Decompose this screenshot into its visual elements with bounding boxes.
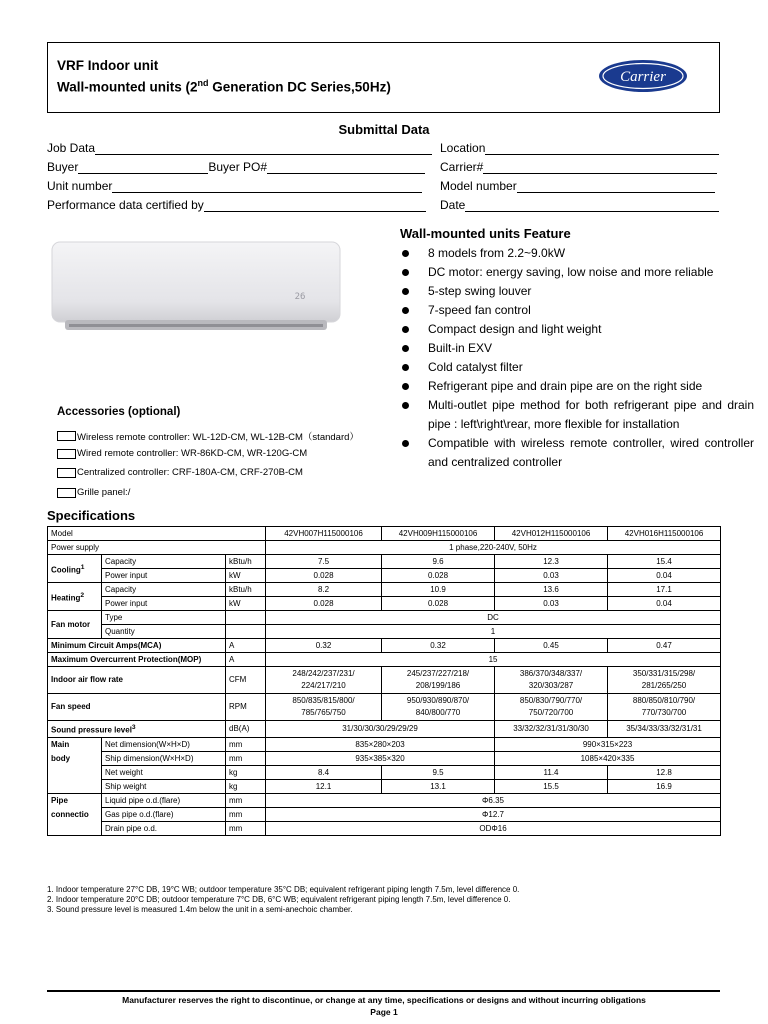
table-row [48, 721, 721, 738]
model-cell: 42VH009H115000106 [382, 527, 495, 541]
value-cell: Φ12.7 [266, 807, 721, 821]
unit-cell: kg [226, 779, 266, 793]
model-cell: 42VH016H115000106 [608, 527, 721, 541]
table-row [48, 653, 721, 667]
gas-pipe-label: Gas pipe o.d.(flare) [102, 807, 226, 821]
bullet-icon [402, 402, 409, 409]
table-row [48, 583, 721, 597]
table-row [48, 611, 721, 625]
buyer-po-line[interactable] [267, 161, 425, 174]
value-cell: 0.028 [382, 569, 495, 583]
value-cell: 8.4 [266, 765, 382, 779]
feature-item: Compact design and light weight [400, 320, 754, 339]
feature-item: 7-speed fan control [400, 301, 754, 320]
type-label: Type [102, 611, 226, 625]
value-cell: 33/32/32/31/31/30/30 [495, 721, 608, 738]
indoor-unit-image [51, 240, 341, 338]
ship-weight-label: Ship weight [102, 779, 226, 793]
accessory-item: Wired remote controller: WR-86KD-CM, WR-120G-CM [57, 448, 307, 459]
location-field [440, 139, 719, 155]
unit-cell: A [226, 653, 266, 667]
accessories-title: Accessories (optional) [57, 406, 181, 418]
bullet-icon [402, 383, 409, 390]
pipe-label: Pipe [48, 793, 102, 807]
value-cell: 12.1 [266, 779, 382, 793]
fan-motor-label: Fan motor [48, 611, 102, 639]
feature-item: Compatible with wireless remote controller, wired controller and centralized controller [400, 434, 754, 472]
table-row [48, 541, 721, 555]
capacity-label: Capacity [102, 555, 226, 569]
value-cell: 17.1 [608, 583, 721, 597]
unit-cell: dB(A) [226, 721, 266, 738]
table-row [48, 597, 721, 611]
carrier-logo [597, 58, 689, 99]
footer-divider [47, 990, 720, 992]
performance-label: Performance data certified by [47, 198, 204, 212]
bullet-icon [402, 440, 409, 447]
feature-item: Cold catalyst filter [400, 358, 754, 377]
value-cell: 0.45 [495, 639, 608, 653]
job-data-line[interactable] [95, 142, 432, 155]
unit-cell: kW [226, 569, 266, 583]
value-cell: 12.3 [495, 555, 608, 569]
value-cell: 15.5 [495, 779, 608, 793]
bullet-icon [402, 250, 409, 257]
table-row [48, 793, 721, 807]
value-cell: 386/370/348/337/ 320/303/287 [495, 667, 608, 694]
footer-disclaimer: Manufacturer reserves the right to discontinue, or change at any time, specifications or designs and without incurring obligations [122, 995, 646, 1005]
accessory-item: Wireless remote controller: WL-12D-CM, WL-12B-CM（standard） [57, 429, 359, 443]
unit-cell: kg [226, 765, 266, 779]
checkbox[interactable] [57, 431, 76, 441]
feature-item: Multi-outlet pipe method for both refrigerant pipe and drain pipe : left\right\rear, more flexible for installation [400, 396, 754, 434]
footnote: 3. Sound pressure level is measured 1.4m below the unit in a semi-anechoic chamber. [47, 905, 353, 914]
job-data-label: Job Data [47, 141, 96, 155]
value-cell: 35/34/33/33/32/31/31 [608, 721, 721, 738]
unit-cell: mm [226, 821, 266, 835]
value-cell: 0.04 [608, 597, 721, 611]
date-line[interactable] [465, 199, 719, 212]
value-cell: 1085×420×335 [495, 751, 721, 765]
mop-label: Maximum Overcurrent Protection(MOP) [48, 653, 226, 667]
unit-cell: kW [226, 597, 266, 611]
bullet-icon [402, 364, 409, 371]
value-cell: 9.5 [382, 765, 495, 779]
unit-cell: mm [226, 793, 266, 807]
fan-speed-label: Fan speed [48, 694, 226, 721]
table-row [48, 807, 721, 821]
unit-display: 26 [294, 292, 306, 302]
value-cell: 835×280×203 [266, 737, 495, 751]
bullet-icon [402, 326, 409, 333]
mop-value: 15 [266, 653, 721, 667]
main-body-label: Main [48, 737, 102, 751]
unit-cell: RPM [226, 694, 266, 721]
power-input-label: Power input [102, 597, 226, 611]
carrier-no-label: Carrier# [440, 160, 484, 174]
unit-cell: mm [226, 807, 266, 821]
unit-cell: A [226, 639, 266, 653]
job-data-field [47, 139, 432, 155]
table-row [48, 821, 721, 835]
checkbox[interactable] [57, 449, 76, 459]
value-cell: 0.32 [266, 639, 382, 653]
value-cell: 8.2 [266, 583, 382, 597]
model-number-label: Model number [440, 179, 517, 193]
blank-cell [48, 821, 102, 835]
model-label: Model [48, 527, 266, 541]
power-supply-value: 1 phase,220-240V, 50Hz [266, 541, 721, 555]
bullet-icon [402, 345, 409, 352]
feature-item: DC motor: energy saving, low noise and more reliable [400, 263, 754, 282]
footnote: 1. Indoor temperature 27°C DB, 19°C WB; outdoor temperature 35°C DB; equivalent refrigerant piping length 7.5m, level difference 0. [47, 885, 520, 894]
model-number-field [440, 177, 715, 193]
net-weight-label: Net weight [102, 765, 226, 779]
footnote: 2. Indoor temperature 20°C DB; outdoor temperature 7°C DB, 6°C WB; equivalent refrigerant piping length 7.5m, level difference 0. [47, 895, 511, 904]
unit-cell [226, 625, 266, 639]
specifications-table [47, 526, 721, 836]
buyer-line[interactable] [78, 161, 208, 174]
value-cell: 0.028 [382, 597, 495, 611]
value-cell: 0.32 [382, 639, 495, 653]
value-cell: 0.03 [495, 597, 608, 611]
value-cell: 13.6 [495, 583, 608, 597]
accessory-item: Centralized controller: CRF-180A-CM, CRF-270B-CM [57, 467, 303, 478]
pipe-label: connectio [48, 807, 102, 821]
table-row [48, 569, 721, 583]
value-cell: 850/830/790/770/ 750/720/700 [495, 694, 608, 721]
quantity-value: 1 [266, 625, 721, 639]
value-cell: 9.6 [382, 555, 495, 569]
power-supply-label: Power supply [48, 541, 266, 555]
value-cell: 16.9 [608, 779, 721, 793]
feature-item: Built-in EXV [400, 339, 754, 358]
unit-number-line[interactable] [112, 180, 422, 193]
value-cell: 0.04 [608, 569, 721, 583]
unit-cell: kBtu/h [226, 555, 266, 569]
date-label: Date [440, 198, 466, 212]
location-line[interactable] [485, 142, 719, 155]
doc-title: VRF Indoor unit [57, 58, 159, 73]
bullet-icon [402, 288, 409, 295]
unit-number-label: Unit number [47, 179, 113, 193]
capacity-label: Capacity [102, 583, 226, 597]
table-row [48, 751, 721, 765]
table-row [48, 639, 721, 653]
submittal-title: Submittal Data [338, 122, 430, 137]
specifications-title: Specifications [47, 508, 136, 523]
value-cell: 850/835/815/800/ 785/765/750 [266, 694, 382, 721]
value-cell: 935×385×320 [266, 751, 495, 765]
value-cell: 0.028 [266, 569, 382, 583]
table-row [48, 527, 721, 541]
table-row [48, 694, 721, 721]
type-value: DC [266, 611, 721, 625]
logo-text: Carrier [620, 69, 666, 85]
net-dimension-label: Net dimension(W×H×D) [102, 737, 226, 751]
blank-cell [48, 765, 102, 779]
airflow-label: Indoor air flow rate [48, 667, 226, 694]
heating-label: Heating$^2$ [48, 583, 102, 611]
location-label: Location [440, 141, 486, 155]
performance-field [47, 196, 426, 212]
value-cell: 248/242/237/231/ 224/217/210 [266, 667, 382, 694]
accessory-item: Grille panel:/ [57, 487, 130, 498]
unit-cell: kBtu/h [226, 583, 266, 597]
bullet-icon [402, 307, 409, 314]
blank-cell [48, 779, 102, 793]
model-cell: 42VH007H115000106 [266, 527, 382, 541]
carrier-no-line[interactable] [483, 161, 717, 174]
value-cell: 10.9 [382, 583, 495, 597]
value-cell: Φ6.35 [266, 793, 721, 807]
carrier-no-field [440, 158, 717, 174]
value-cell: 0.028 [266, 597, 382, 611]
value-cell: ODΦ16 [266, 821, 721, 835]
table-row [48, 667, 721, 694]
date-field [440, 196, 719, 212]
feature-item: 5-step swing louver [400, 282, 754, 301]
checkbox[interactable] [57, 468, 76, 478]
value-cell: 11.4 [495, 765, 608, 779]
value-cell: 0.47 [608, 639, 721, 653]
value-cell: 350/331/315/298/ 281/265/250 [608, 667, 721, 694]
model-number-line[interactable] [517, 180, 715, 193]
value-cell: 880/850/810/790/ 770/730/700 [608, 694, 721, 721]
cooling-label: Cooling$^1$ [48, 555, 102, 583]
mca-label: Minimum Circuit Amps(MCA) [48, 639, 226, 653]
table-row [48, 625, 721, 639]
table-row [48, 779, 721, 793]
unit-cell: mm [226, 737, 266, 751]
value-cell: 12.8 [608, 765, 721, 779]
model-cell: 42VH012H115000106 [495, 527, 608, 541]
feature-item: Refrigerant pipe and drain pipe are on the right side [400, 377, 754, 396]
drain-pipe-label: Drain pipe o.d. [102, 821, 226, 835]
checkbox[interactable] [57, 488, 76, 498]
performance-line[interactable] [204, 199, 426, 212]
unit-cell: mm [226, 751, 266, 765]
value-cell: 0.03 [495, 569, 608, 583]
page-number: Page 1 [370, 1007, 398, 1017]
buyer-po-label: Buyer PO# [208, 160, 268, 174]
value-cell: 31/30/30/30/29/29/29 [266, 721, 495, 738]
quantity-label: Quantity [102, 625, 226, 639]
features-list [400, 244, 754, 472]
table-row [48, 765, 721, 779]
unit-cell: CFM [226, 667, 266, 694]
liquid-pipe-label: Liquid pipe o.d.(flare) [102, 793, 226, 807]
buyer-label: Buyer [47, 160, 79, 174]
footnotes [47, 885, 519, 915]
value-cell: 245/237/227/218/ 208/199/186 [382, 667, 495, 694]
value-cell: 950/930/890/870/ 840/800/770 [382, 694, 495, 721]
value-cell: 7.5 [266, 555, 382, 569]
doc-subtitle: Wall-mounted units (2nd Generation DC Series,50Hz) [57, 78, 391, 95]
feature-item: 8 models from 2.2~9.0kW [400, 244, 754, 263]
power-input-label: Power input [102, 569, 226, 583]
bullet-icon [402, 269, 409, 276]
ship-dimension-label: Ship dimension(W×H×D) [102, 751, 226, 765]
features-title: Wall-mounted units Feature [400, 226, 571, 241]
table-row [48, 555, 721, 569]
spl-label: Sound pressure level$^3$ [48, 721, 226, 738]
value-cell: 990×315×223 [495, 737, 721, 751]
value-cell: 15.4 [608, 555, 721, 569]
unit-number-field [47, 177, 422, 193]
buyer-field [47, 158, 425, 174]
table-row [48, 737, 721, 751]
unit-cell [226, 611, 266, 625]
value-cell: 13.1 [382, 779, 495, 793]
main-body-label: body [48, 751, 102, 765]
